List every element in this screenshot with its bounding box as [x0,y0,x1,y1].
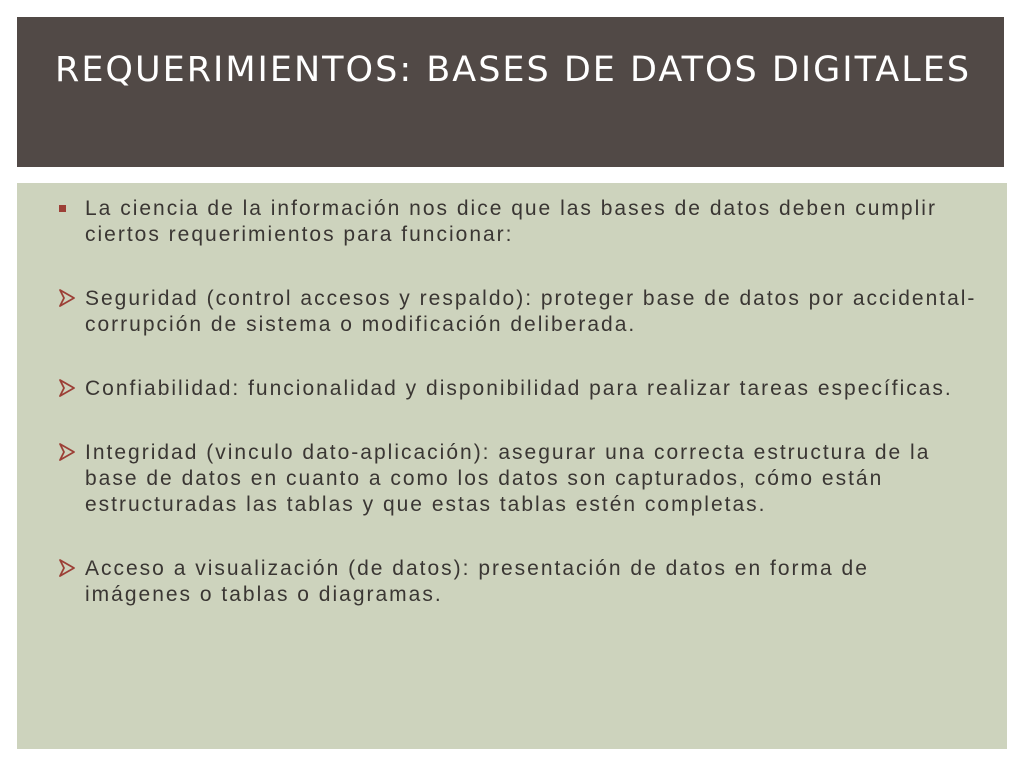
slide-title: REQUERIMIENTOS: BASES DE DATOS DIGITALES [55,50,972,90]
intro-text: La ciencia de la información nos dice que las bases de datos deben cumplir ciertos requerimientos para funcionar: [85,197,937,246]
item-text: Integridad (vinculo dato-aplicación): asegurar una correcta estructura de la base de datos en cuanto a como los datos son capturados, cómo están estructuradas las tablas y que estas tablas estén completas. [85,441,931,516]
item-text: Seguridad (control accesos y respaldo): proteger base de datos por accidental-corrupción de sistema o modificación deliberada. [85,287,977,336]
square-bullet-icon [59,205,66,212]
content-panel [17,183,1007,749]
list-item-seguridad [57,286,977,338]
arrowhead-bullet-icon [57,378,77,398]
arrowhead-bullet-icon [57,442,77,462]
item-text: Acceso a visualización (de datos): presentación de datos en forma de imágenes o tablas o diagramas. [85,557,869,606]
arrowhead-bullet-icon [57,288,77,308]
arrowhead-bullet-icon [57,558,77,578]
list-item-intro [57,196,977,248]
title-bar [17,17,1004,167]
list-item-acceso [57,556,977,608]
list-item-confiabilidad [57,376,977,402]
list-item-integridad [57,440,977,518]
bullet-list [57,196,977,608]
item-text: Confiabilidad: funcionalidad y disponibilidad para realizar tareas específicas. [85,377,953,400]
